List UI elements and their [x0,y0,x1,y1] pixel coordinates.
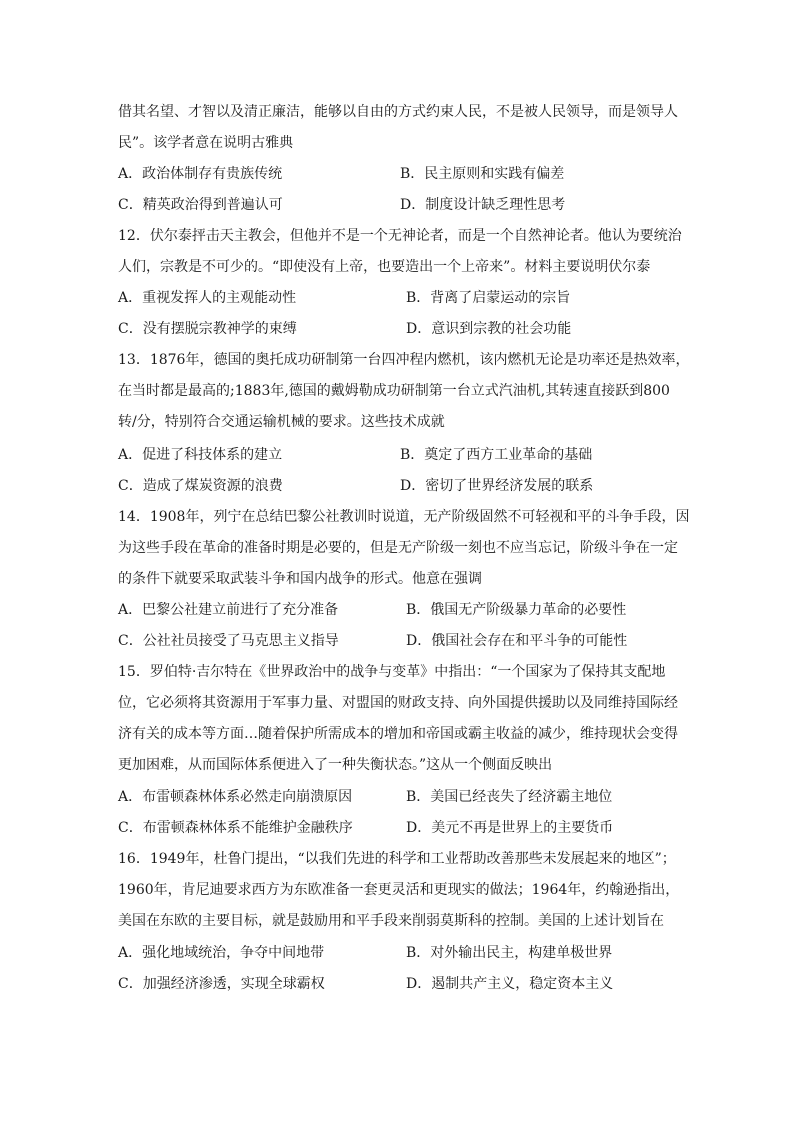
q14-option-b: B．俄国无产阶级暴力革命的必要性 [406,602,627,618]
q11-option-c: C．精英政治得到普遍认可 [118,197,283,213]
q15-option-d: D．美元不再是世界上的主要货币 [406,820,614,836]
q13-stem-line-1: 13．1876年，德国的奥托成功研制第一台四冲程内燃机，该内燃机无论是功率还是热效率， [118,352,690,368]
q11-option-b: B．民主原则和实践有偏差 [400,166,565,182]
q16-stem-line-2: 1960年，肯尼迪要求西方为东欧准备一套更灵活和更现实的做法；1964年，约翰逊指出， [118,882,680,898]
q12-options-row-1 [118,288,698,308]
q11-stem-line-1: 借其名望、才智以及清正廉洁，能够以自由的方式约束人民，不是被人民领导，而是领导人 [118,104,678,120]
q15-stem-line-2: 位，它必须将其资源用于军事力量、对盟国的财政支持、向外国提供援助以及同维持国际经 [118,695,678,711]
q16-option-c: C．加强经济渗透，实现全球霸权 [118,976,325,992]
q14-option-c: C．公社社员接受了马克思主义指导 [118,633,339,649]
q16-option-d: D．遏制共产主义，稳定资本主义 [406,976,614,992]
q15-stem-line-4: 更加困难，从而国际体系便进入了一种失衡状态。”这从一个侧面反映出 [118,757,553,773]
q15-option-a: A．布雷顿森林体系必然走向崩溃原因 [118,789,353,805]
q13-stem-line-3: 转/分，特别符合交通运输机械的要求。这些技术成就 [118,414,445,430]
q15-stem-line-1: 15．罗伯特·吉尔特在《世界政治中的战争与变革》中指出：“一个国家为了保持其支配地 [118,664,666,680]
q12-option-a: A．重视发挥人的主观能动性 [118,290,297,306]
q11-options-row-1 [118,164,698,184]
q15-option-c: C．布雷顿森林体系不能维护金融秩序 [118,820,353,836]
q11-stem-line-2: 民”。该学者意在说明古雅典 [118,135,294,151]
q14-option-d: D．俄国社会存在和平斗争的可能性 [406,633,628,649]
q12-option-b: B．背离了启蒙运动的宗旨 [406,290,571,306]
q15-options-row-2 [118,818,698,838]
q12-option-c: C．没有摆脱宗教神学的束缚 [118,321,297,337]
q15-stem-line-3: 济有关的成本等方面…随着保护所需成本的增加和帝国或霸主收益的减少，维持现状会变得 [118,726,678,742]
q13-options-row-2 [118,476,698,496]
q13-stem-line-2: 在当时都是最高的;1883年,德国的戴姆勒成功研制第一台立式汽油机,其转速直接跃到800 [118,383,670,399]
q14-stem-line-2: 为这些手段在革命的准备时期是必要的，但是无产阶级一刻也不应当忘记，阶级斗争在一定 [118,540,678,556]
q16-stem-line-3: 美国在东欧的主要目标，就是鼓励用和平手段来削弱莫斯科的控制。美国的上述计划旨在 [118,913,664,929]
q12-stem-line-2: 人们，宗教是不可少的。“即使没有上帝，也要造出一个上帝来”。材料主要说明伏尔泰 [118,259,651,275]
q15-options-row-1 [118,787,698,807]
q16-option-b: B．对外输出民主，构建单极世界 [406,945,613,961]
q11-options-row-2 [118,195,698,215]
q11-option-a: A．政治体制存有贵族传统 [118,166,283,182]
q13-options-row-1 [118,445,698,465]
q14-stem-line-1: 14．1908年，列宁在总结巴黎公社教训时说道，无产阶级固然不可轻视和平的斗争手段，因 [118,509,690,525]
q13-option-c: C．造成了煤炭资源的浪费 [118,478,283,494]
q11-option-d: D．制度设计缺乏理性思考 [400,197,566,213]
q14-option-a: A．巴黎公社建立前进行了充分准备 [118,602,339,618]
q16-option-a: A．强化地域统治，争夺中间地带 [118,945,325,961]
q13-option-a: A．促进了科技体系的建立 [118,447,283,463]
q12-option-d: D．意识到宗教的社会功能 [406,321,572,337]
q12-stem-line-1: 12．伏尔泰抨击天主教会，但他并不是一个无神论者，而是一个自然神论者。他认为要统治 [118,228,682,244]
q15-option-b: B．美国已经丧失了经济霸主地位 [406,789,613,805]
q16-options-row-1 [118,943,698,963]
q13-option-b: B．奠定了西方工业革命的基础 [400,447,593,463]
q14-stem-line-3: 的条件下就要采取武装斗争和国内战争的形式。他意在强调 [118,571,482,587]
q14-options-row-2 [118,631,698,651]
q16-options-row-2 [118,974,698,994]
q16-stem-line-1: 16．1949年，杜鲁门提出，“以我们先进的科学和工业帮助改善那些未发展起来的地区”； [118,851,676,867]
q12-options-row-2 [118,319,698,339]
q13-option-d: D．密切了世界经济发展的联系 [400,478,594,494]
q14-options-row-1 [118,600,698,620]
